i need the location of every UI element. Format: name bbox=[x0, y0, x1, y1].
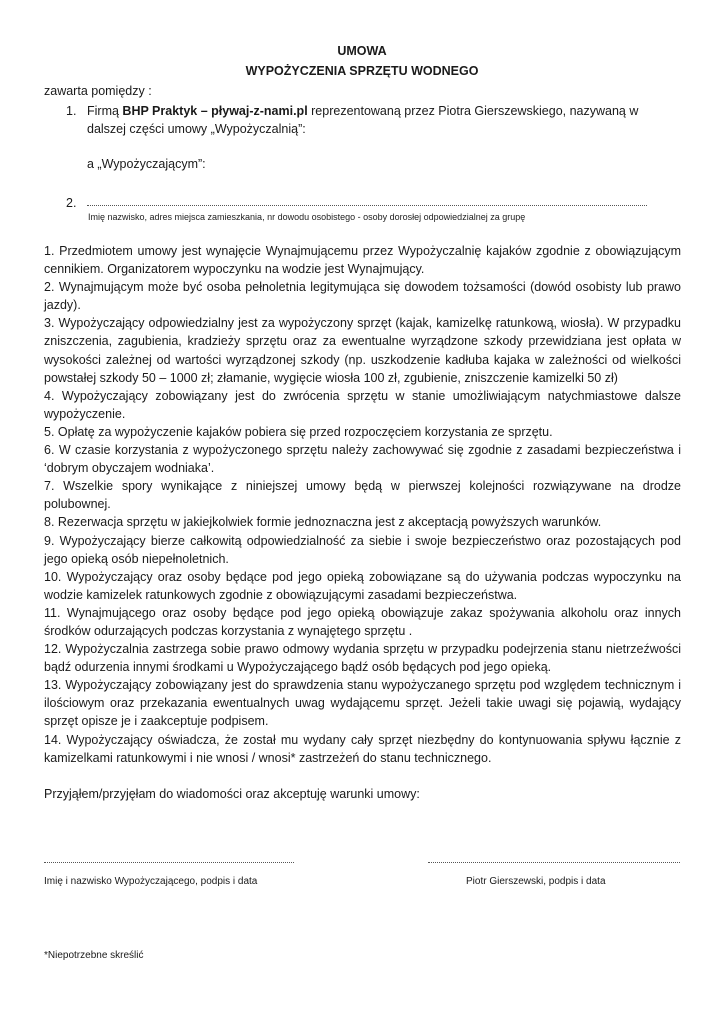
signature-line-renter[interactable] bbox=[44, 862, 294, 863]
signature-line-owner[interactable] bbox=[428, 862, 680, 863]
party-1-rest: reprezentowaną przez Piotra Gierszewskiego, nazywaną w dalszej części umowy „Wypożyczalnią”: bbox=[87, 104, 639, 136]
clause: 6. W czasie korzystania z wypożyczonego sprzętu należy zachowywać się zgodnie z zasadami bezpieczeństwa i ‘dobrym obyczajem wodniaka’. bbox=[44, 443, 681, 476]
party-2-label: a „Wypożyczającym”: bbox=[87, 157, 206, 171]
document-subtitle: WYPOŻYCZENIA SPRZĘTU WODNEGO bbox=[245, 64, 479, 78]
clause: 3. Wypożyczający odpowiedzialny jest za wypożyczony sprzęt (kajak, kamizelkę ratunkową, wiosła). W przypadku zniszczenia, zagubienia, kradzieży sprzętu oraz za ewentualne wyrządzone szkody przewidziana jest opłata w wysokości zależnej od wartości wyrządzonej szkody (np. uszkodzenie kadłuba kajaka w zależności od wielkości powstałej szkody 50 – 1000 zł; złamanie, wygięcie wiosła 100 zł, zgubienie, zniszczenie kamizelki 50 zł) bbox=[44, 316, 681, 385]
footnote: *Niepotrzebne skreślić bbox=[44, 950, 144, 961]
document-title: UMOWA bbox=[337, 44, 387, 58]
party-1-text bbox=[87, 102, 666, 138]
party-2 bbox=[66, 196, 666, 210]
party-2-fill-line[interactable] bbox=[87, 196, 647, 206]
party-1-prefix: Firmą bbox=[87, 104, 123, 118]
clause: 7. Wszelkie spory wynikające z niniejszej umowy będą w pierwszej kolejności rozwiązywane na drodze polubownej. bbox=[44, 479, 681, 512]
clause: 8. Rezerwacja sprzętu w jakiejkolwiek formie jednoznaczna jest z akceptacją powyższych warunków. bbox=[44, 515, 602, 530]
signature-caption-owner: Piotr Gierszewski, podpis i data bbox=[466, 876, 606, 887]
party-1-number: 1. bbox=[66, 104, 77, 118]
clause: 2. Wynajmującym może być osoba pełnoletnia legitymująca się dowodem tożsamości (dowód osobisty lub prawo jazdy). bbox=[44, 280, 681, 313]
acceptance-text: Przyjąłem/przyjęłam do wiadomości oraz akceptuję warunki umowy: bbox=[44, 787, 420, 801]
signature-caption-renter: Imię i nazwisko Wypożyczającego, podpis i data bbox=[44, 876, 258, 887]
party-1 bbox=[66, 102, 666, 138]
intro-text: zawarta pomiędzy : bbox=[44, 84, 152, 98]
clause: 12. Wypożyczalnia zastrzega sobie prawo odmowy wydania sprzętu w przypadku podejrzenia stanu nietrzeźwości bądź odurzenia innymi środkami u Wypożyczającego bądź osób będących pod jego opieką. bbox=[44, 642, 681, 675]
clauses-list bbox=[44, 242, 681, 767]
clause: 1. Przedmiotem umowy jest wynajęcie Wynajmującemu przez Wypożyczalnię kajaków zgodnie z obowiązującym cennikiem. Organizatorem wypoczynku na wodzie jest Wynajmujący. bbox=[44, 244, 681, 277]
clause: 4. Wypożyczający zobowiązany jest do zwrócenia sprzętu w stanie umożliwiającym natychmiastowe dalsze wypożyczenie. bbox=[44, 388, 681, 421]
clause: 5. Opłatę za wypożyczenie kajaków pobiera się przed rozpoczęciem korzystania ze sprzętu. bbox=[44, 424, 553, 439]
clause: 14. Wypożyczający oświadcza, że został mu wydany cały sprzęt niezbędny do kontynuowania spływu łącznie z kamizelkami ratunkowymi i nie wnosi / wnosi* zastrzeżeń do stanu technicznego. bbox=[44, 732, 681, 765]
clause: 9. Wypożyczający bierze całkowitą odpowiedzialność za siebie i swoje bezpieczeństwo oraz pozostających pod jego opieką osób niepełnoletnich. bbox=[44, 533, 681, 566]
clause: 10. Wypożyczający oraz osoby będące pod jego opieką zobowiązane są do używania podczas wypoczynku na wodzie kamizelek ratunkowych zgodnie z obowiązującymi zasadami bezpieczeństwa. bbox=[44, 569, 681, 602]
clause: 11. Wynajmującego oraz osoby będące pod jego opieką obowiązuje zakaz spożywania alkoholu oraz innych środków odurzających podczas korzystania z wynajętego sprzętu . bbox=[44, 605, 681, 638]
party-1-company: BHP Praktyk – pływaj-z-nami.pl bbox=[122, 104, 308, 118]
party-2-caption: Imię nazwisko, adres miejsca zamieszkania, nr dowodu osobistego - osoby dorosłej odpowiedzialnej za grupę bbox=[88, 212, 526, 222]
party-2-number: 2. bbox=[66, 196, 77, 210]
clause: 13. Wypożyczający zobowiązany jest do sprawdzenia stanu wypożyczanego sprzętu pod względem technicznym i ilościowym oraz przekazania ewentualnych uwag wydającemu sprzęt. Jeżeli takie uwagi się pojawią, wydający sprzęt opisze je i zaakceptuje podpisem. bbox=[44, 678, 681, 729]
